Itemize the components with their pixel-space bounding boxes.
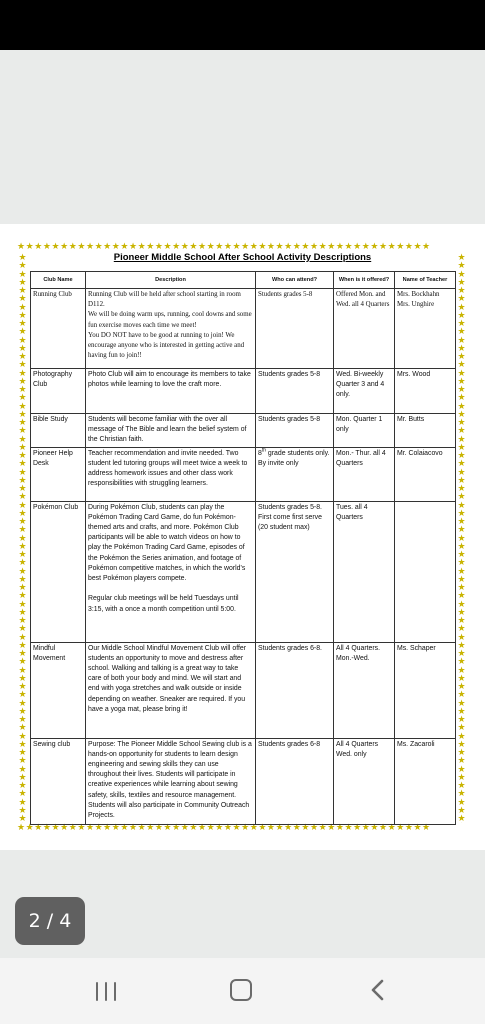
back-icon[interactable] — [369, 978, 389, 1002]
table-row — [31, 369, 456, 414]
club-name: Mindful Movement — [31, 642, 86, 738]
club-name: Pokémon Club — [31, 501, 86, 642]
club-teacher: Mrs. Wood — [395, 369, 456, 414]
club-who: Students grades 5-8 — [256, 414, 334, 448]
club-description: Our Middle School Mindful Movement Club will offer students an opportunity to move and destress after school. Walking and talking is a great way to take care of both your body and mind. We will start and end with yoga stretches and walk outside or inside depending on weather. Sneaker are required. If you have a yoga mat, please bring it! — [86, 642, 256, 738]
table-row — [31, 414, 456, 448]
club-name: Running Club — [31, 289, 86, 369]
club-when: Offered Mon. and Wed. all 4 Quarters — [334, 289, 395, 369]
club-teacher: Ms. Zacaroli — [395, 738, 456, 824]
page-counter: 2 / 4 — [15, 897, 85, 945]
club-teacher: Mr. Colaiacovo — [395, 447, 456, 501]
document-title: Pioneer Middle School After School Activity Descriptions — [113, 252, 372, 263]
club-who: Students grades 6-8 — [256, 738, 334, 824]
club-name: Sewing club — [31, 738, 86, 824]
club-when: All 4 Quarters. Mon.-Wed. — [334, 642, 395, 738]
club-when: Mon.- Thur. all 4 Quarters — [334, 447, 395, 501]
table-row — [31, 289, 456, 369]
club-who: Students grades 6-8. — [256, 642, 334, 738]
club-when: All 4 Quarters Wed. only — [334, 738, 395, 824]
club-teacher: Mr. Butts — [395, 414, 456, 448]
table-row — [31, 501, 456, 642]
star-border-left: ★★★★★★★★★★★★★★★★★★★★★★★★★★★★★★★★★★★★★★★★★★★★★★★★★★★★★★★★★★★★★★★★★★★★★ — [18, 253, 27, 823]
recent-apps-icon[interactable] — [96, 980, 116, 1002]
club-teacher — [395, 501, 456, 642]
club-when: Wed. Bi-weekly Quarter 3 and 4 only. — [334, 369, 395, 414]
club-description: Students will become familiar with the over all message of The Bible and learn the belief system of the Christian faith. — [86, 414, 256, 448]
star-border-right: ★★★★★★★★★★★★★★★★★★★★★★★★★★★★★★★★★★★★★★★★★★★★★★★★★★★★★★★★★★★★★★★★★★★★★ — [457, 253, 466, 823]
star-border-bottom: ★★★★★★★★★★★★★★★★★★★★★★★★★★★★★★★★★★★★★★★★★★★★★★★★ — [17, 823, 431, 832]
who-text: grade students only. By invite only — [258, 449, 330, 467]
club-description: Purpose: The Pioneer Middle School Sewing club is a hands-on opportunity for students to learn design engineering and sewing skills they can use throughout their lives. Students will participate in creative experiences while learning about sewing safety, skills, textiles and resource management. Students will also participate in Community Outreach Projects. — [86, 738, 256, 824]
header-teacher: Name of Teacher — [395, 272, 456, 289]
who-grade-suffix: th — [261, 447, 267, 454]
club-description: Photo Club will aim to encourage its members to take photos while learning to love the craft more. — [86, 369, 256, 414]
activity-table — [30, 271, 456, 825]
status-bar — [0, 0, 485, 50]
club-who: Students grades 5-8 — [256, 289, 334, 369]
table-row — [31, 642, 456, 738]
club-name: Bible Study — [31, 414, 86, 448]
star-border-top: ★★★★★★★★★★★★★★★★★★★★★★★★★★★★★★★★★★★★★★★★★★★★★★★★ — [17, 242, 431, 251]
header-who: Who can attend? — [256, 272, 334, 289]
table-header-row — [31, 272, 456, 289]
club-teacher: Ms. Schaper — [395, 642, 456, 738]
who-grade: 8 — [258, 449, 262, 457]
club-who: Students grades 5-8 — [256, 369, 334, 414]
club-when: Mon. Quarter 1 only — [334, 414, 395, 448]
club-teacher: Mrs. Bockhahn Mrs. Unghire — [395, 289, 456, 369]
header-description: Description — [86, 272, 256, 289]
club-description: Teacher recommendation and invite needed. Two student led tutoring groups will meet twice a week to address homework issues and other class work responsibilities with struggling learners. — [86, 447, 256, 501]
header-club-name: Club Name — [31, 272, 86, 289]
club-name: Pioneer Help Desk — [31, 447, 86, 501]
club-who: Students grades 5-8. First come first serve (20 student max) — [256, 501, 334, 642]
table-row — [31, 447, 456, 501]
club-when: Tues. all 4 Quarters — [334, 501, 395, 642]
table-row — [31, 738, 456, 824]
club-description: During Pokémon Club, students can play the Pokémon Trading Card Game, do fun Pokémon-themed arts and crafts, and more. Pokémon Club participants will be able to watch videos on how to play the Pokémon Trading Card Game, episodes of the Pokémon the Series animation, and footage of Pokémon competitive matches, in which the world’s best Pokémon players compete. Regular club meetings will be held Tuesdays until 3:15, with a once a month competition until 5:00. — [86, 501, 256, 642]
header-when: When is it offered? — [334, 272, 395, 289]
club-description: Running Club will be held after school starting in room D112. We will be doing warm ups, running, cool downs and some fun exercise moves each time we meet! You DO NOT have to be good at running to join! We encourage anyone who is interested in getting active and having fun to join!! — [86, 289, 256, 369]
home-icon[interactable] — [230, 979, 252, 1001]
club-name: Photography Club — [31, 369, 86, 414]
club-who — [256, 447, 334, 501]
